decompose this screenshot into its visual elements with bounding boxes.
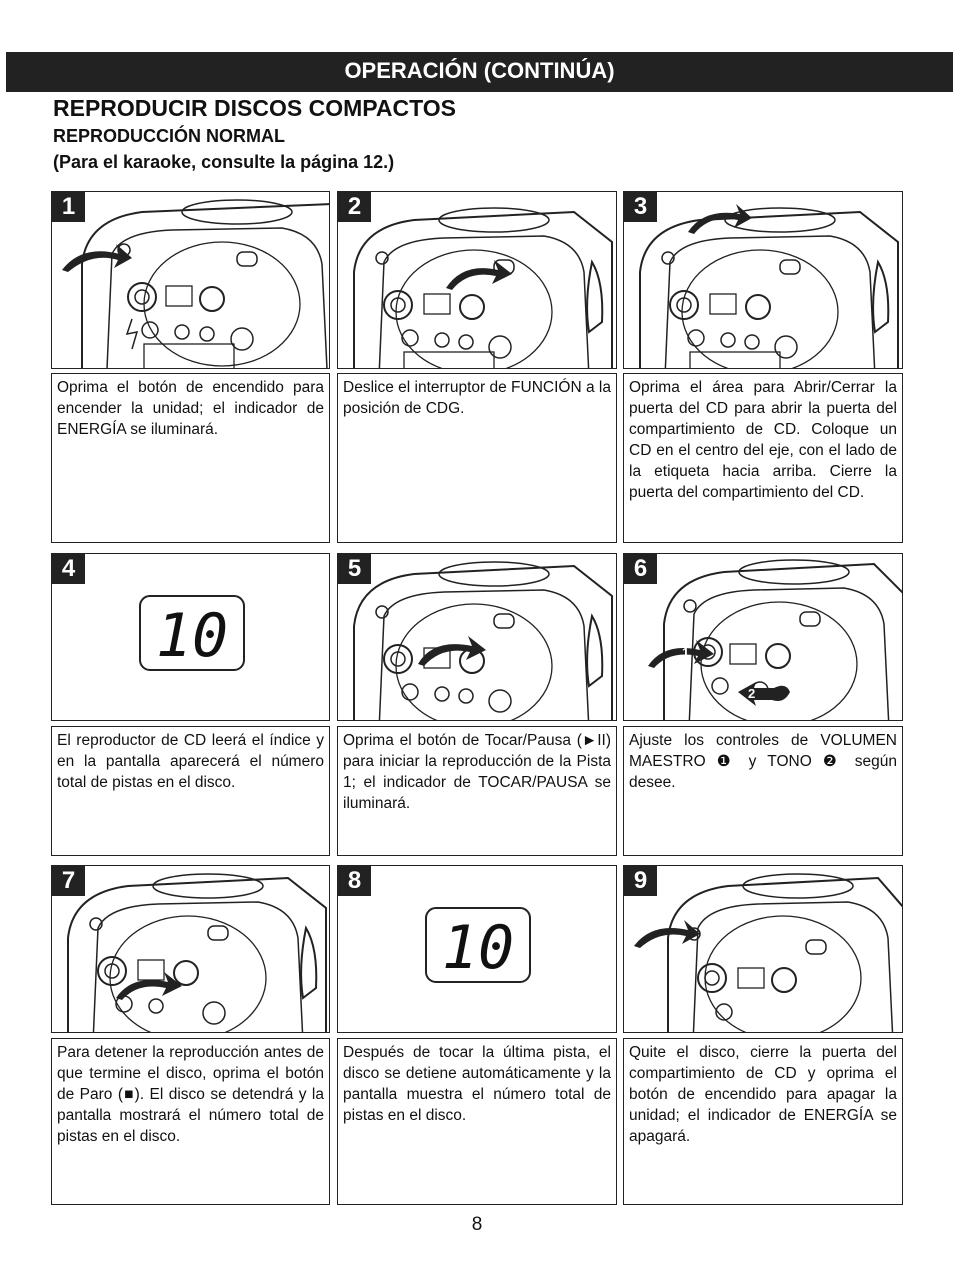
step-3-illustration bbox=[623, 191, 903, 369]
page-number: 8 bbox=[471, 1214, 483, 1235]
step-7-illustration bbox=[51, 865, 330, 1033]
step-9-text: Quite el disco, cierre la puerta del compartimiento de CD y oprima el botón de encendido para apagar la unidad; el indicador de ENERGÍA se apagará. bbox=[623, 1038, 903, 1205]
karaoke-unit-drawing bbox=[624, 866, 903, 1033]
step-7-text: Para detener la reproducción antes de que termine el disco, oprima el botón de Paro (■). El disco se detendrá y la pantalla mostrará el número total de pistas en el disco. bbox=[51, 1038, 330, 1205]
karaoke-unit-drawing bbox=[52, 192, 330, 369]
karaoke-unit-drawing bbox=[338, 554, 617, 721]
callout-2-label: 2 bbox=[748, 686, 756, 701]
step-1-number: 1 bbox=[52, 192, 85, 222]
step-7-number: 7 bbox=[52, 866, 85, 896]
section-subtitle: REPRODUCCIÓN NORMAL bbox=[53, 126, 285, 146]
step-2-text: Deslice el interruptor de FUNCIÓN a la posición de CDG. bbox=[337, 373, 617, 543]
callout-1-label: 1 bbox=[682, 645, 690, 660]
karaoke-unit-drawing bbox=[624, 192, 903, 369]
display-digits: 10 bbox=[441, 913, 515, 983]
step-9-illustration bbox=[623, 865, 903, 1033]
step-6-illustration bbox=[623, 553, 903, 721]
page-title: REPRODUCIR DISCOS COMPACTOS bbox=[53, 95, 456, 121]
step-5-number: 5 bbox=[338, 554, 371, 584]
step-2-illustration bbox=[337, 191, 617, 369]
step-6-number: 6 bbox=[624, 554, 657, 584]
step-4-text: El reproductor de CD leerá el índice y en la pantalla aparecerá el número total de pistas en el disco. bbox=[51, 726, 330, 856]
display-drawing bbox=[52, 554, 330, 721]
arrow-icon bbox=[446, 260, 512, 290]
step-8-number: 8 bbox=[338, 866, 371, 896]
section-banner: OPERACIÓN (CONTINÚA) bbox=[6, 52, 953, 92]
step-4-illustration bbox=[51, 553, 330, 721]
arrow-icon bbox=[418, 636, 486, 666]
step-6-text: Ajuste los controles de VOLUMEN MAESTRO ❶ y TONO ❷ según desee. bbox=[623, 726, 903, 856]
step-5-text: Oprima el botón de Tocar/Pausa (►II) para iniciar la reproducción de la Pista 1; el indicador de TOCAR/PAUSA se iluminará. bbox=[337, 726, 617, 856]
double-arrow-icon bbox=[738, 682, 790, 706]
step-3-number: 3 bbox=[624, 192, 657, 222]
step-1-text: Oprima el botón de encendido para encender la unidad; el indicador de ENERGÍA se iluminará. bbox=[51, 373, 330, 543]
karaoke-unit-drawing bbox=[624, 554, 903, 721]
display-drawing bbox=[338, 866, 617, 1033]
step-4-number: 4 bbox=[52, 554, 85, 584]
step-5-illustration bbox=[337, 553, 617, 721]
step-8-illustration bbox=[337, 865, 617, 1033]
step-3-text: Oprima el área para Abrir/Cerrar la puerta del CD para abrir la puerta del compartimiento de CD. Coloque un CD en el centro del eje, con el lado de la etiqueta hacia arriba. Cierre la puerta del compartimiento del CD. bbox=[623, 373, 903, 543]
karaoke-unit-drawing bbox=[338, 192, 617, 369]
arrow-icon bbox=[62, 244, 132, 272]
display-digits: 10 bbox=[155, 601, 229, 671]
step-8-text: Después de tocar la última pista, el disco se detiene automáticamente y la pantalla muestra el número total de pistas en el disco. bbox=[337, 1038, 617, 1205]
arrow-icon bbox=[648, 640, 714, 668]
karaoke-unit-drawing bbox=[52, 866, 330, 1033]
step-2-number: 2 bbox=[338, 192, 371, 222]
page-reference-note: (Para el karaoke, consulte la página 12.) bbox=[53, 152, 395, 172]
step-9-number: 9 bbox=[624, 866, 657, 896]
step-1-illustration bbox=[51, 191, 330, 369]
